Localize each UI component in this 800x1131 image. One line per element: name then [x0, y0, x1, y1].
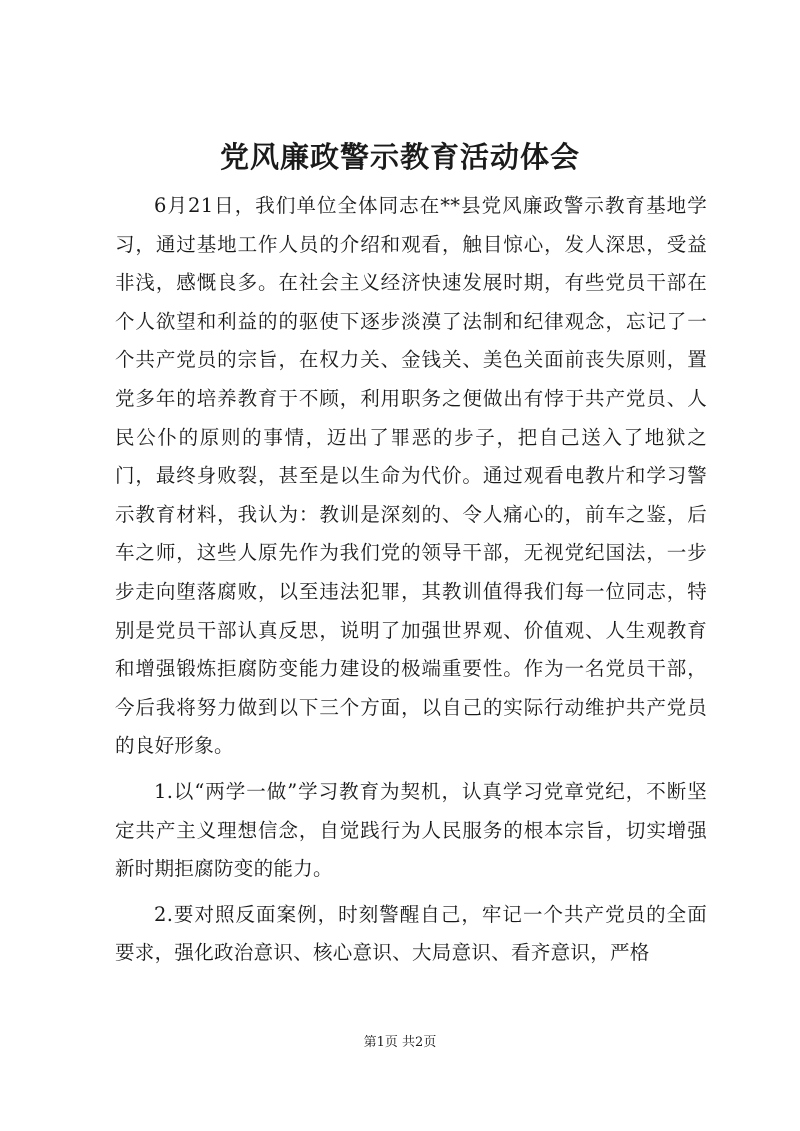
paragraph-intro: 6月21日，我们单位全体同志在**县党风廉政警示教育基地学习，通过基地工作人员的介绍和观看，触目惊心，发人深思，受益非浅，感慨良多。在社会主义经济快速发展时期，有些党员干部在个人欲望和利益的的驱使下逐步淡漠了法制和纪律观念，忘记了一个共产党员的宗旨，在权力关、金钱关、美色关面前丧失原则，置党多年的培养教育于不顾，利用职务之便做出有悖于共产党员、人民公仆的原则的事情，迈出了罪恶的步子，把自己送入了地狱之门，最终身败裂，甚至是以生命为代价。通过观看电教片和学习警示教育材料，我认为：教训是深刻的、令人痛心的，前车之鉴，后车之师，这些人原先作为我们党的领导干部，无视党纪国法，一步步走向堕落腐败，以至违法犯罪，其教训值得我们每一位同志，特别是党员干部认真反思，说明了加强世界观、价值观、人生观教育和增强锻炼拒腐防变能力建设的极端重要性。作为一名党员干部，今后我将努力做到以下三个方面，以自己的实际行动维护共产党员的良好形象。 — [115, 194, 707, 758]
document-title: 党风廉政警示教育活动体会 — [219, 140, 580, 174]
paragraph-point-2: 2.要对照反面案例，时刻警醒自己，牢记一个共产党员的全面要求，强化政治意识、核心意识、大局意识、看齐意识，严格 — [115, 902, 707, 965]
document-body — [115, 187, 707, 973]
page-footer: 第1页 共2页 — [363, 1035, 437, 1050]
paragraph-point-1: 1.以“两学一做”学习教育为契机，认真学习党章党纪，不断坚定共产主义理想信念，自觉践行为人民服务的根本宗旨，切实增强新时期拒腐防变的能力。 — [115, 779, 707, 881]
